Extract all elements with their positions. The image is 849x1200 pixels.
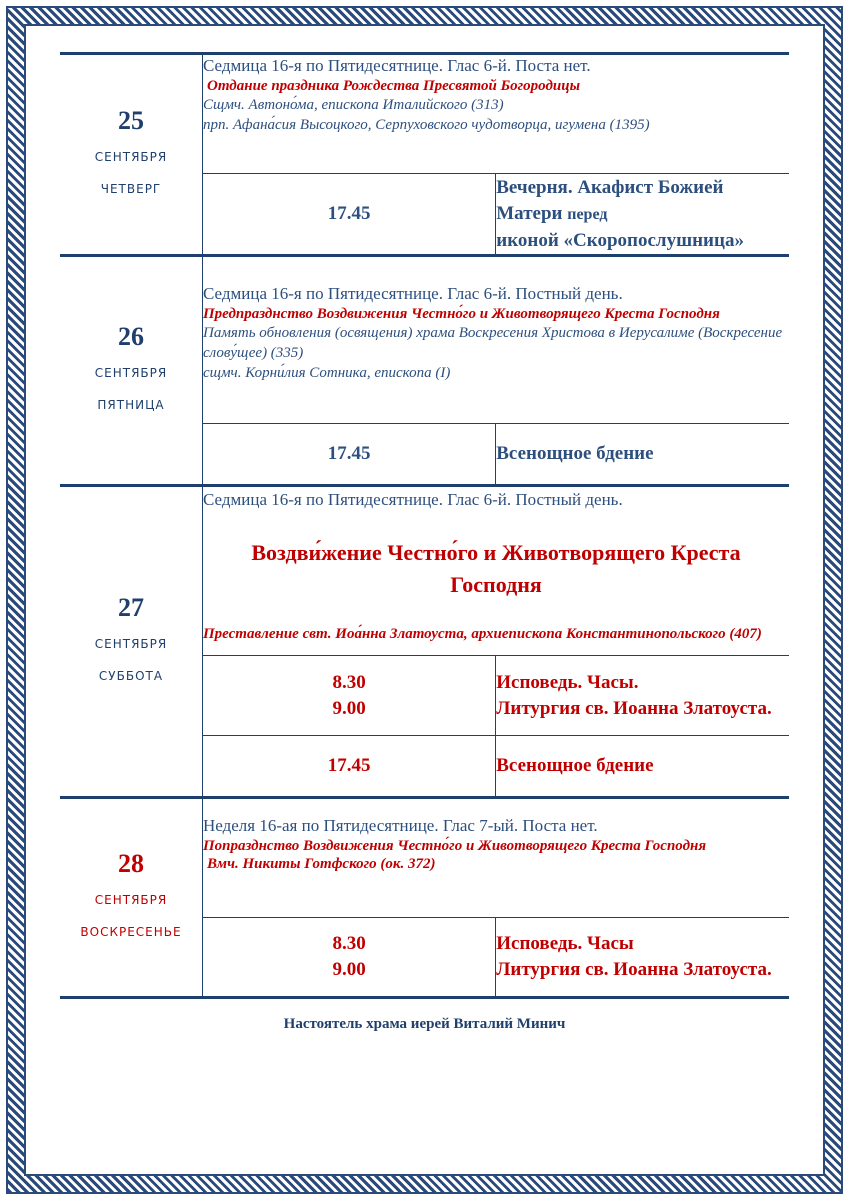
date-cell — [60, 798, 203, 998]
service-title-tail: перед — [567, 205, 608, 223]
week-line: Неделя 16-ая по Пятидесятнице. Глас 7-ый. Поста нет. — [203, 816, 598, 835]
service-name — [496, 174, 789, 256]
saint-line: Сщмч. Автоно́ма, епископа Италийского (313) — [203, 97, 504, 113]
date-weekday: четверг — [100, 177, 162, 198]
service-name — [496, 656, 789, 736]
date-number: 28 — [118, 848, 144, 878]
service-title: Вечерня. Акафист Божией Матери — [496, 176, 724, 224]
feast-line: Отдание праздника Рождества Пресвятой Богородицы — [207, 78, 580, 94]
service-time: 17.45 — [203, 174, 496, 256]
day-block-25 — [60, 54, 789, 256]
day-info — [203, 54, 790, 174]
week-line: Седмица 16-я по Пятидесятнице. Глас 6-й. Поста нет. — [203, 56, 591, 75]
service-time: 17.45 — [203, 736, 496, 798]
date-cell — [60, 54, 203, 256]
service-time-1: 8.30 — [332, 933, 366, 954]
service-name — [496, 918, 789, 998]
day-info — [203, 256, 790, 424]
saint-line: прп. Афана́сия Высоцкого, Серпуховского чудотворца, игумена (1395) — [203, 117, 650, 133]
day-info — [203, 798, 790, 918]
date-cell — [60, 256, 203, 486]
footer-signature: Настоятель храма иерей Виталий Минич — [283, 1016, 566, 1032]
date-number: 26 — [118, 321, 144, 351]
service-name-2: Литургия св. Иоанна Златоуста. — [496, 959, 772, 980]
saint-line: Память обновления (освящения) храма Воскресения Христова в Иерусалиме (Воскресение слову́щее) (335) — [203, 325, 783, 361]
service-name-1: Исповедь. Часы — [496, 933, 634, 954]
service-time — [203, 656, 496, 736]
saint-line: сщмч. Корни́лия Сотника, епископа (I) — [203, 365, 451, 381]
feast-line: Предпразднство Воздвижения Честно́го и Животворящего Креста Господня — [203, 306, 720, 322]
day-block-26 — [60, 256, 789, 486]
feast-line: Попразднство Воздвижения Честно́го и Животворящего Креста Господня — [203, 838, 707, 854]
date-month: сентября — [94, 145, 168, 166]
week-line: Седмица 16-я по Пятидесятнице. Глас 6-й. Постный день. — [203, 490, 623, 509]
date-number: 25 — [118, 105, 144, 135]
date-number: 27 — [118, 592, 144, 622]
service-time-2: 9.00 — [332, 959, 366, 980]
day-block-28 — [60, 798, 789, 998]
feast-title: Воздви́жение Честно́го и Животворящего Креста Господня — [251, 540, 741, 597]
service-name: Всенощное бдение — [496, 755, 654, 776]
feast-line: Преставление свт. Иоа́нна Златоуста, архиепископа Константинопольского (407) — [203, 626, 762, 642]
date-month: сентября — [94, 632, 168, 653]
date-weekday: суббота — [98, 664, 164, 685]
saint-line: Вмч. Никиты Готфского (ок. 372) — [207, 856, 436, 872]
date-weekday: воскресенье — [80, 920, 182, 941]
week-line: Седмица 16-я по Пятидесятнице. Глас 6-й. Постный день. — [203, 284, 623, 303]
day-block-27 — [60, 486, 789, 798]
date-weekday: пятница — [97, 393, 165, 414]
service-time — [203, 918, 496, 998]
service-name-2: Литургия св. Иоанна Златоуста. — [496, 697, 772, 719]
service-title-line2: иконой «Скоропослушница» — [496, 229, 744, 251]
date-cell — [60, 486, 203, 798]
service-time-1: 8.30 — [332, 671, 366, 693]
service-name: Всенощное бдение — [496, 443, 654, 464]
service-time: 17.45 — [203, 424, 496, 486]
schedule-table — [60, 52, 789, 999]
service-time-2: 9.00 — [332, 697, 366, 719]
day-info — [203, 486, 790, 656]
date-month: сентября — [94, 361, 168, 382]
date-month: сентября — [94, 888, 168, 909]
service-name-1: Исповедь. Часы. — [496, 671, 639, 693]
